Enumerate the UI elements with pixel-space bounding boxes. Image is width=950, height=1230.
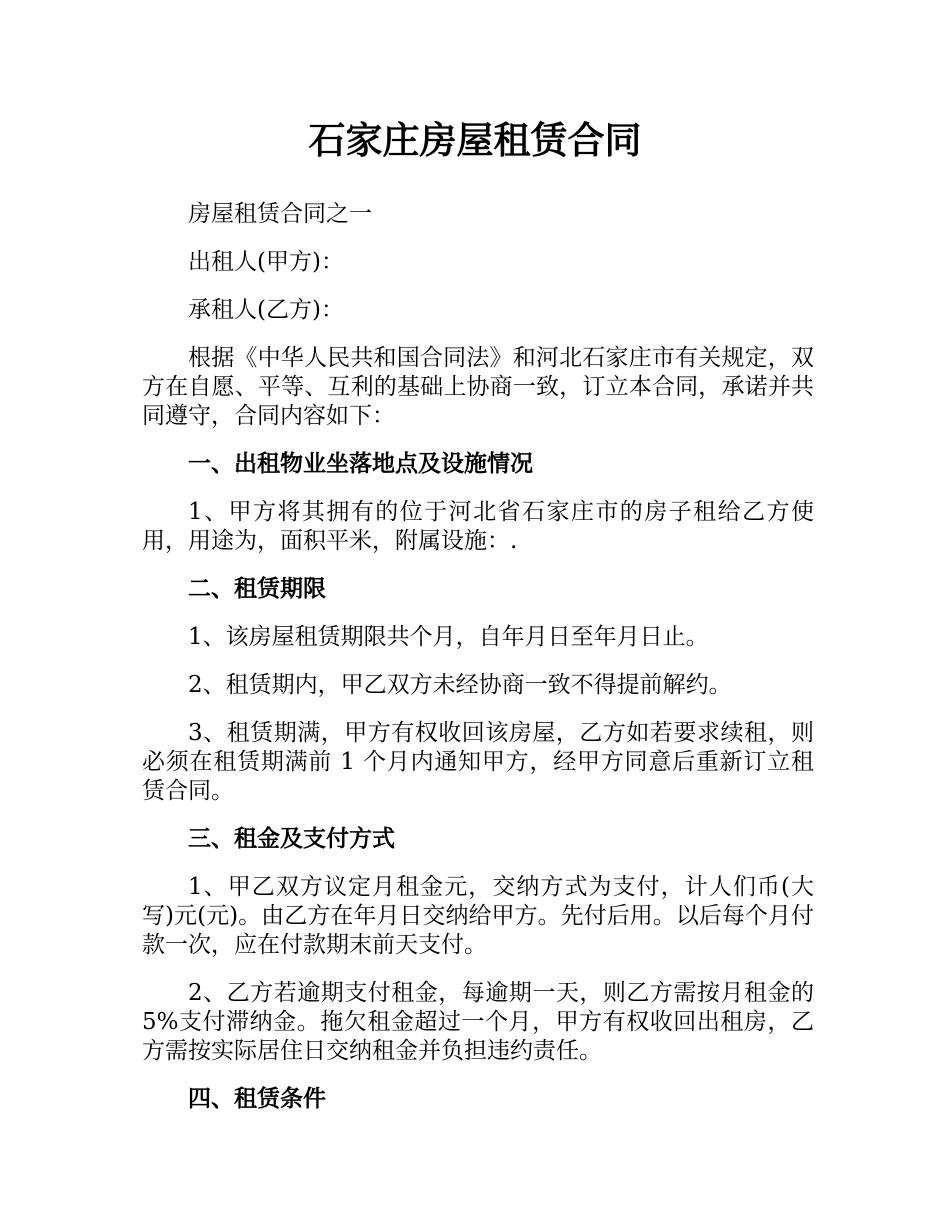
document-title: 石家庄房屋租赁合同 (308, 119, 642, 162)
section-heading-2: 二、租赁期限 (188, 576, 326, 602)
section-heading-1: 一、出租物业坐落地点及设施情况 (188, 451, 533, 477)
section-heading-3: 三、租金及支付方式 (188, 826, 395, 852)
clause-2-2: 2、租赁期内，甲乙双方未经协商一致不得提前解约。 (188, 672, 732, 698)
clause-1-1: 1、甲方将其拥有的位于河北省石家庄市的房子租给乙方使用，用途为，面积平米，附属设施：. (142, 499, 814, 554)
preamble-paragraph: 根据《中华人民共和国合同法》和河北石家庄市有关规定，双方在自愿、平等、互利的基础上协商一致，订立本合同，承诺并共同遵守，合同内容如下： (142, 345, 814, 429)
clause-2-3: 3、租赁期满，甲方有权收回该房屋，乙方如若要求续租，则必须在租赁期满前 1 个月内通知甲方，经甲方同意后重新订立租赁合同。 (142, 720, 814, 804)
contract-subtitle: 房屋租赁合同之一 (188, 201, 372, 227)
clause-3-1: 1、甲乙双方议定月租金元，交纳方式为支付，计人们币(大写)元(元)。由乙方在年月日交纳给甲方。先付后用。以后每个月付款一次，应在付款期末前天支付。 (142, 874, 814, 958)
clause-2-1: 1、该房屋租赁期限共个月，自年月日至年月日止。 (188, 624, 709, 650)
lessee-line: 承租人(乙方)： (188, 297, 344, 323)
lessor-line: 出租人(甲方)： (188, 249, 344, 275)
section-heading-4: 四、租赁条件 (188, 1086, 326, 1112)
clause-3-2: 2、乙方若逾期支付租金，每逾期一天，则乙方需按月租金的 5%支付滞纳金。拖欠租金超过一个月，甲方有权收回出租房，乙方需按实际居住日交纳租金并负担违约责任。 (142, 980, 814, 1064)
document-body (142, 200, 814, 1114)
